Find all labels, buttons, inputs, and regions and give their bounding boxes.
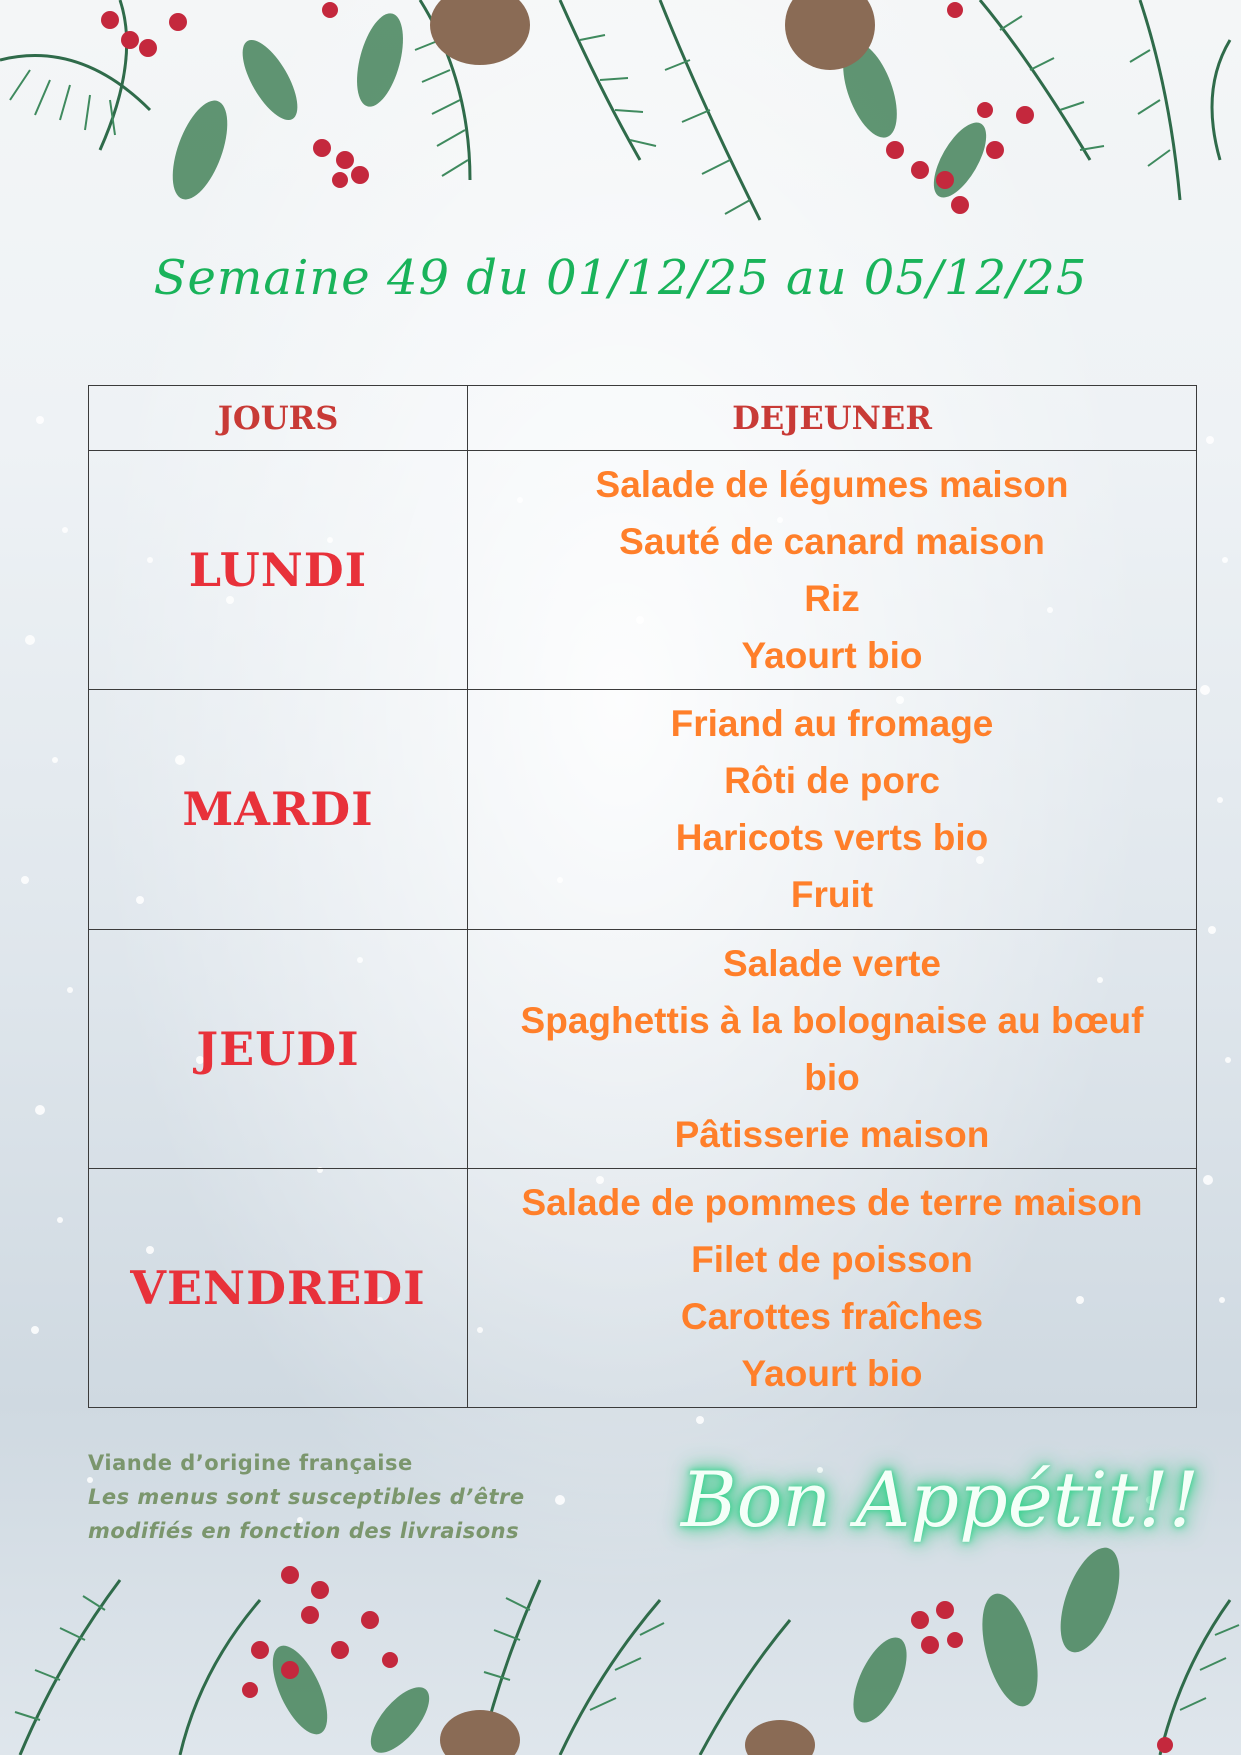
pine-garland-bottom [0,1540,1241,1755]
lunch-cell-tuesday [468,690,1197,929]
dish-line: Rôti de porc [724,760,940,802]
disclaimer-line-2: modifiés en fonction des livraisons [88,1519,520,1543]
dish-line: Riz [804,578,860,620]
dish-line: Salade verte [722,942,942,984]
table-header-row [89,386,1197,451]
table-row [89,929,1197,1168]
table-row [89,1168,1197,1407]
lunch-cell-monday [468,451,1197,690]
dish-line: Yaourt bio [741,1352,923,1394]
bon-appetit-text: Bon Appétit!! [680,1455,1200,1544]
dish-line: Friand au fromage [670,703,994,745]
header-lunch: DEJEUNER [468,386,1197,451]
dish-line: Pâtisserie maison [674,1113,990,1155]
day-tuesday: MARDI [89,690,468,929]
dish-line: Yaourt bio [741,635,923,677]
meat-origin-note: Viande d’origine française [88,1451,413,1475]
dish-line: Sauté de canard maison [619,521,1045,563]
pine-garland-top [0,0,1241,250]
menu-title: Semaine 49 du 01/12/25 au 05/12/25 [153,250,1088,306]
header-days: JOURS [89,386,468,451]
dish-line: Salade de légumes maison [595,464,1069,506]
menu-notes [88,1446,648,1548]
dish-line: Fruit [790,874,874,916]
day-monday: LUNDI [89,451,468,690]
disclaimer-line-1: Les menus sont susceptibles d’être [88,1485,525,1509]
day-thursday: JEUDI [89,929,468,1168]
dish-line: Salade de pommes de terre maison [521,1181,1143,1223]
day-friday: VENDREDI [89,1168,468,1407]
menu-table [88,385,1197,1408]
lunch-cell-friday [468,1168,1197,1407]
dish-line: Spaghettis à la bolognaise au bœuf [520,999,1144,1041]
dish-line: Carottes fraîches [680,1295,984,1337]
table-row [89,690,1197,929]
dish-line: Haricots verts bio [675,817,989,859]
dish-line: bio [804,1056,860,1098]
dish-line: Filet de poisson [691,1238,973,1280]
table-row [89,451,1197,690]
lunch-cell-thursday [468,929,1197,1168]
